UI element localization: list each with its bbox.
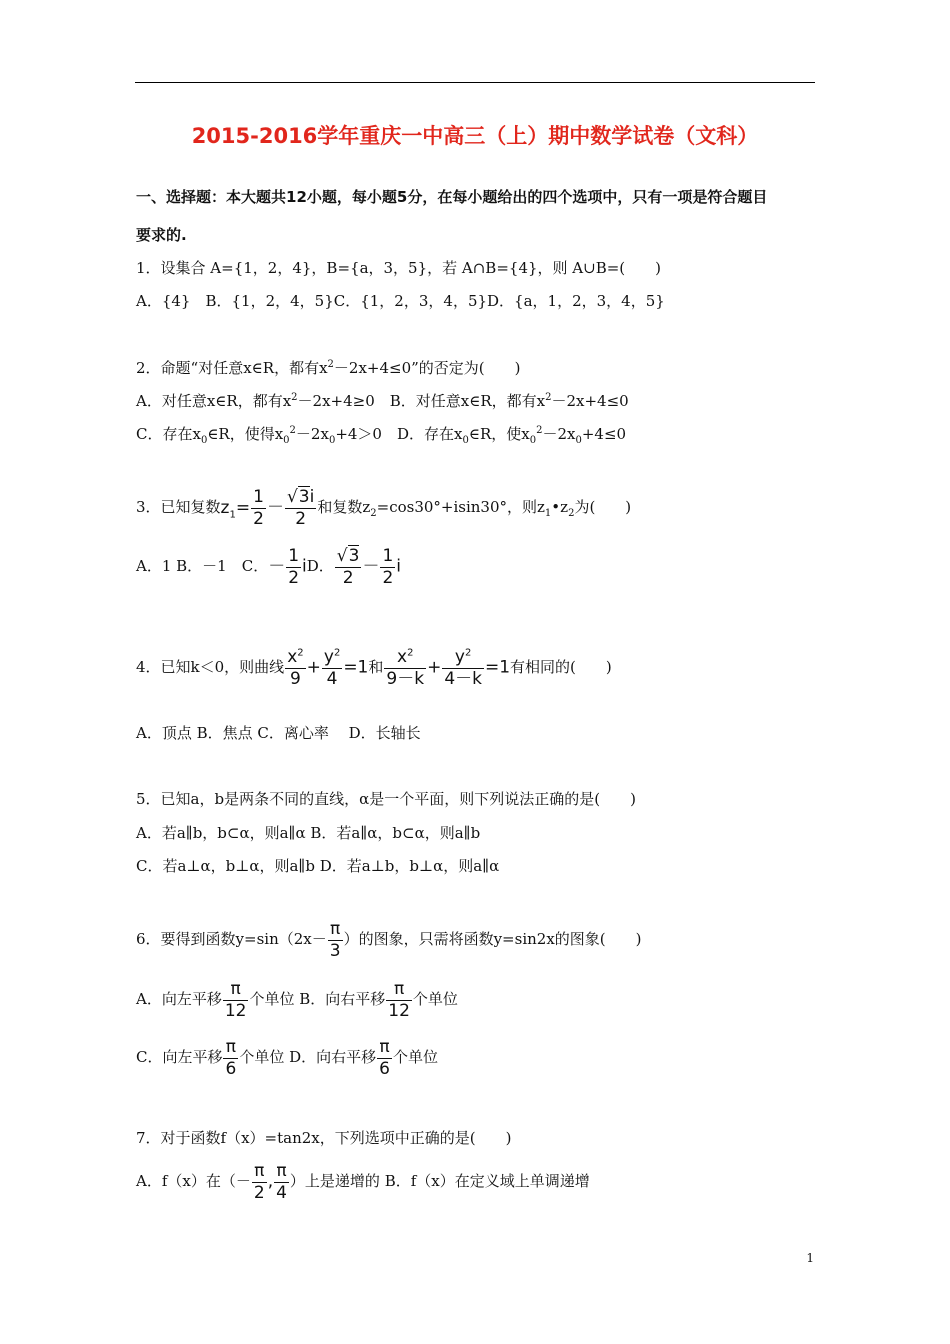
fraction-y2-over-4-k: $\frac{y^2}{4-k}$ (444, 647, 482, 689)
q1-options: A．{4} B．{1，2，4，5}C．{1，2，3，4，5}D．{a，1，2，3，4，5} (136, 292, 665, 310)
fraction-y2-over-4: $\frac{y^2}{4}$ (323, 647, 341, 689)
q6-options-ab: A．向左平移 $\frac{\pi}{12}$ 个单位 B．向右平移 $\frac{\pi}{12}$ 个单位 (136, 979, 458, 1021)
fraction-pi-over-12-a: $\frac{\pi}{12}$ (224, 979, 247, 1021)
q6-stem: 6．要得到函数y=sin（2x－ $\frac{\pi}{3}$ ）的图象，只需将函数y=sin2x的图象( ) (136, 919, 642, 961)
fraction-pi-over-4: $\frac{\pi}{4}$ (276, 1161, 287, 1203)
page-number: 1 (806, 1251, 814, 1265)
z1-formula: $z_1=$ (220, 497, 251, 521)
fraction-pi-over-12-b: $\frac{\pi}{12}$ (388, 979, 410, 1021)
q6-options-cd: C．向左平移 $\frac{\pi}{6}$ 个单位 D．向右平移 $\frac{\pi}{6}$ 个单位 (136, 1037, 438, 1079)
header-rule (135, 82, 815, 83)
fraction-pi-over-6-d: $\frac{\pi}{6}$ (379, 1037, 390, 1079)
fraction-half-c: $\frac{1}{2}$ (288, 546, 300, 588)
fraction-pi-over-6-c: $\frac{\pi}{6}$ (225, 1037, 237, 1079)
fraction-pi-over-3: $\frac{\pi}{3}$ (329, 919, 341, 961)
page-title: 2015-2016学年重庆一中高三（上）期中数学试卷（文科） (191, 124, 759, 148)
q7-stem: 7．对于函数f（x）=tan2x，下列选项中正确的是( ) (136, 1129, 512, 1147)
section-heading-line-1: 一、选择题：本大题共12小题，每小题5分，在每小题给出的四个选项中，只有一项是符合题目 (136, 188, 768, 206)
q5-options-ab: A．若a∥b，b⊂α，则a∥α B．若a∥α，b⊂α，则a∥b (136, 824, 481, 842)
q4-stem: 4．已知k＜0，则曲线 $\frac{x^2}{9}$ + $\frac{y^2}{4}$ =1和 $\frac{x^2}{9-k}$ + $\frac{y^2}{4-k}$ =1有相同的( ) (136, 647, 612, 689)
fraction-half: $\frac{1}{2}$ (253, 487, 264, 529)
q4-options: A．顶点 B．焦点 C．离心率 D．长轴长 (136, 724, 421, 742)
q5-options-cd: C．若a⊥α，b⊥α，则a∥b D．若a⊥b，b⊥α，则a∥α (136, 857, 500, 875)
fraction-x2-over-9-k: $\frac{x^2}{9-k}$ (386, 647, 425, 689)
q3-options: A．1 B．－1 C．－ $\frac{1}{2}$ iD． $\frac{√3}{2}$ － $\frac{1}{2}$ i (136, 546, 402, 588)
q5-stem: 5．已知a，b是两条不同的直线，α是一个平面，则下列说法正确的是( ) (136, 790, 636, 808)
q3-stem: 3．已知复数$z_1=$ $\frac{1}{2}$ － $\frac{√3i}{2}$ 和复数$z_2=\cos 30^\circ+isin30^\circ$，则$z_1•z_2$为( ) (136, 487, 632, 529)
q2-options-cd: C．存在$x_0\in R$，使得$x_0^2-2x_0+4>0$ D．存在$x_0\in R$，使$x_0^2-2x_0+4\le 0$ (136, 425, 627, 446)
q2-stem: 2．命题“对任意x∈R，都有$x^2-2x+4\le 0$”的否定为( ) (136, 359, 521, 377)
q2-options-ab: A．对任意x∈R，都有$x^2-2x+4\ge 0$ B．对任意x∈R，都有$x^2-2x+4\le 0$ (136, 392, 629, 410)
q1-stem: 1．设集合 A={1，2，4}，B={a，3，5}，若 A∩B={4}，则 A∪B=( ) (136, 259, 661, 277)
section-heading-line-2: 要求的. (136, 226, 187, 244)
fraction-x2-over-9: $\frac{x^2}{9}$ (287, 647, 304, 689)
q7-options: A．f（x）在（－ $\frac{\pi}{2}$ , $\frac{\pi}{4}$ ）上是递增的 B．f（x）在定义域上单调递增 (136, 1161, 590, 1203)
fraction-half-d: $\frac{1}{2}$ (382, 546, 394, 588)
fraction-pi-over-2: $\frac{\pi}{2}$ (253, 1161, 265, 1203)
fraction-sqrt3i-over-2: $\frac{√3i}{2}$ (286, 487, 315, 529)
fraction-sqrt3-over-2: $\frac{√3}{2}$ (336, 546, 360, 588)
